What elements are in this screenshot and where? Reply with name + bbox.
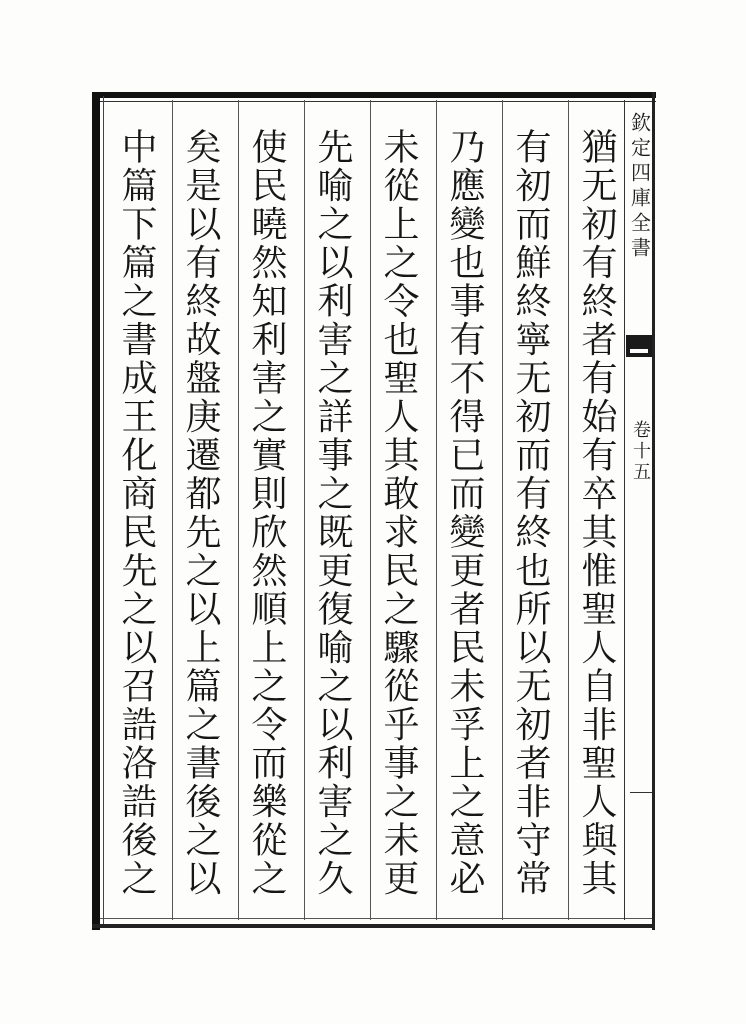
frame-bottom-inner-border bbox=[100, 918, 652, 919]
frame-bottom-border bbox=[92, 924, 652, 928]
column-text: 未從上之令也聖人其敢求民之驟從乎事之未更 bbox=[378, 128, 419, 898]
column-text: 乃應變也事有不得已而變更者民未孚上之意必 bbox=[444, 128, 485, 898]
banxin-volume bbox=[628, 420, 652, 520]
text-column-4 bbox=[368, 128, 428, 918]
text-column-8 bbox=[106, 128, 166, 918]
text-column-5 bbox=[302, 128, 362, 918]
column-text: 有初而鮮終寧无初而有終也所以无初者非守常 bbox=[510, 128, 551, 898]
banxin-volume-text: 卷十五 bbox=[630, 420, 651, 483]
column-text: 矣是以有終故盤庚遷都先之以上篇之書後之以 bbox=[180, 128, 221, 898]
text-column-1 bbox=[566, 128, 626, 918]
banxin-title-text: 欽定四庫全書 bbox=[628, 112, 652, 262]
banxin-tick bbox=[630, 792, 652, 793]
column-text: 先喻之以利害之詳事之既更復喻之以利害之久 bbox=[312, 128, 353, 898]
text-column-7 bbox=[170, 128, 230, 918]
fishtail-mark bbox=[626, 335, 652, 357]
frame-top-inner-border bbox=[94, 101, 656, 102]
column-text: 猶无初有終者有始有卒其惟聖人自非聖人與其 bbox=[576, 128, 617, 898]
text-column-6 bbox=[236, 128, 296, 918]
column-text: 中篇下篇之書成王化商民先之以召誥洛誥後之 bbox=[116, 128, 157, 898]
column-text: 使民曉然知利害之實則欣然順上之令而樂從之 bbox=[246, 128, 287, 898]
frame-left-inner-border bbox=[103, 96, 104, 926]
frame-top-border bbox=[94, 92, 656, 98]
frame-left-border bbox=[92, 92, 100, 930]
text-column-3 bbox=[434, 128, 494, 918]
banxin-title bbox=[628, 112, 652, 332]
text-column-2 bbox=[500, 128, 560, 918]
